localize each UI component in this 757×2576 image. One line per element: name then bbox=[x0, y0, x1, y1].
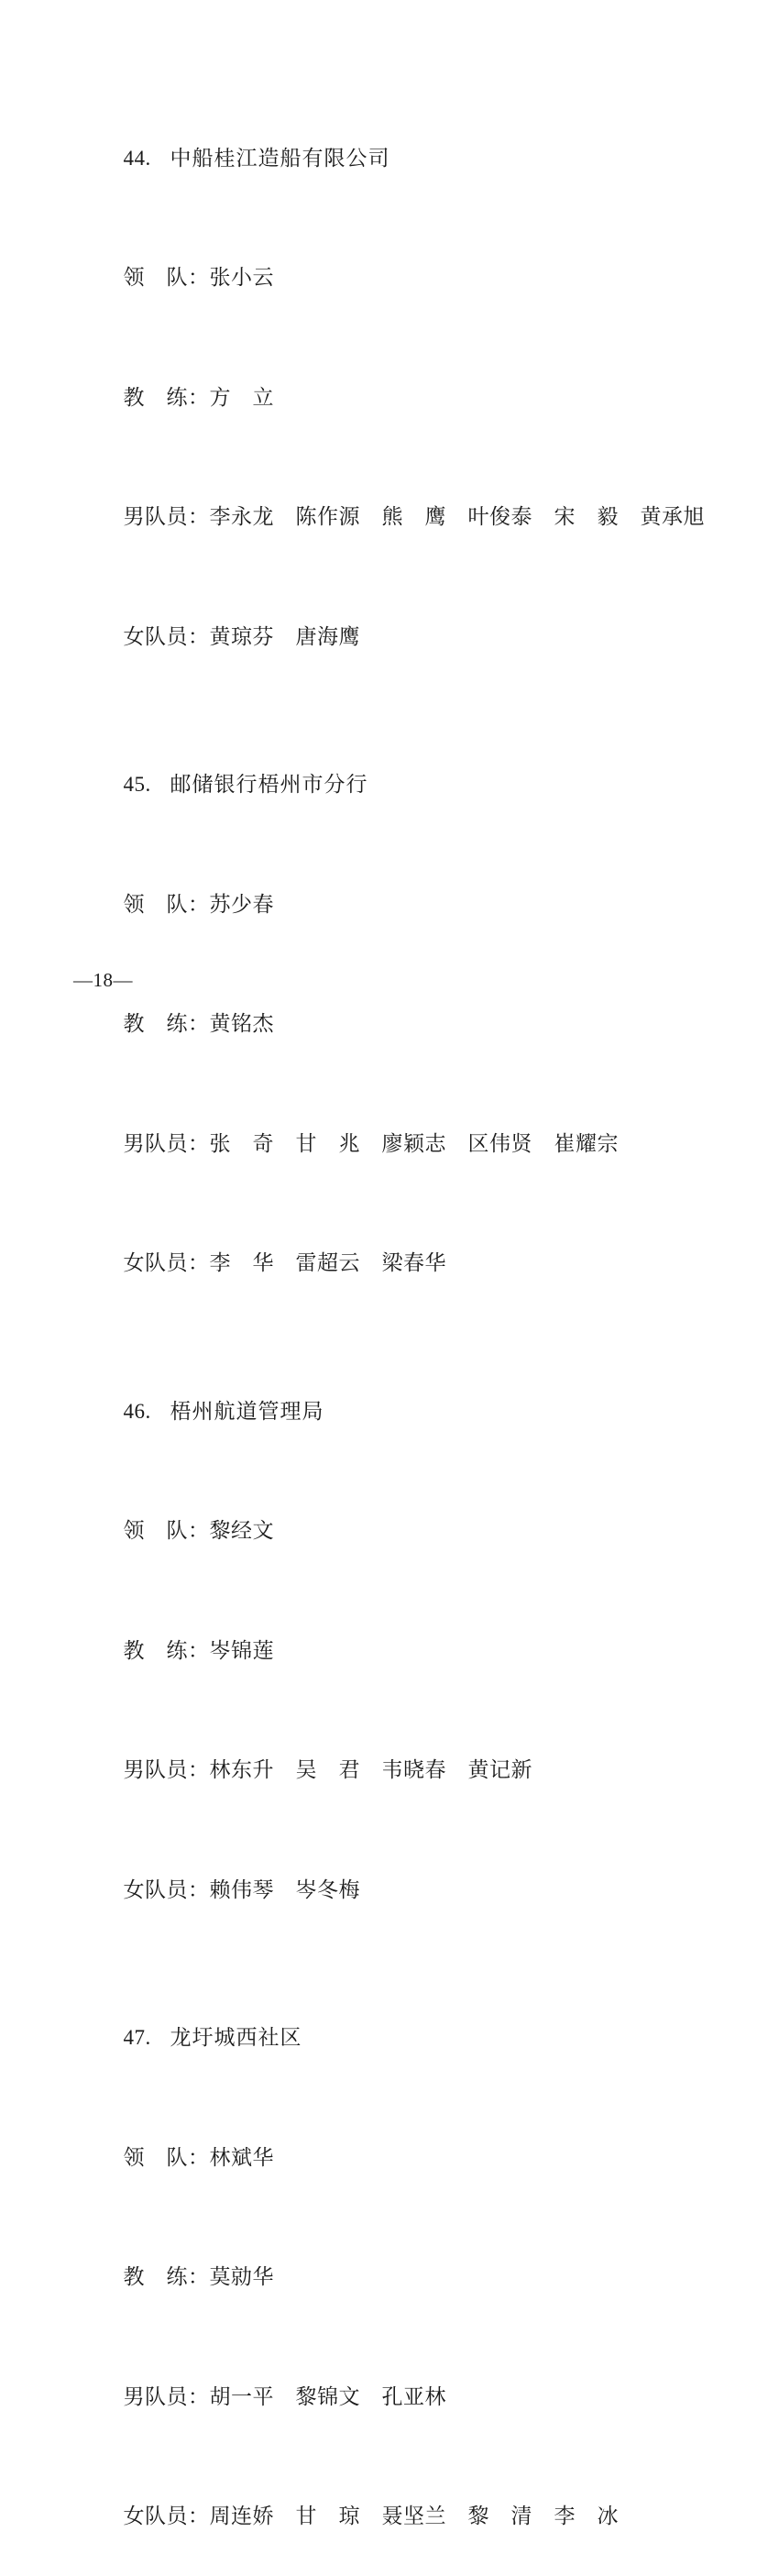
team-title-row bbox=[89, 1351, 711, 1471]
team-org-name: 龙圩城西社区 bbox=[170, 2026, 302, 2049]
leader-name: 苏少春 bbox=[210, 893, 275, 916]
team-org-name: 梧州航道管理局 bbox=[170, 1400, 324, 1423]
female-members-label: 女队员： bbox=[124, 1251, 210, 1274]
male-members-row bbox=[89, 2337, 711, 2457]
female-members-label: 女队员： bbox=[124, 625, 210, 648]
leader-row bbox=[89, 844, 711, 964]
female-members-label: 女队员： bbox=[124, 1878, 210, 1901]
female-members-row bbox=[89, 1830, 711, 1950]
leader-label: 领 队： bbox=[124, 1519, 210, 1542]
coach-name: 方 立 bbox=[210, 386, 275, 409]
team-number: 45. bbox=[124, 765, 170, 805]
male-members-label: 男队员： bbox=[124, 2385, 210, 2408]
team-block-44 bbox=[89, 98, 711, 697]
female-members-row bbox=[89, 1204, 711, 1324]
coach-row bbox=[89, 1591, 711, 1711]
document-page bbox=[0, 0, 757, 1072]
team-number: 46. bbox=[124, 1392, 170, 1432]
male-members-label: 男队员： bbox=[124, 1758, 210, 1781]
coach-row bbox=[89, 964, 711, 1084]
team-org-name: 中船桂江造船有限公司 bbox=[170, 147, 390, 170]
female-members-label: 女队员： bbox=[124, 2504, 210, 2527]
leader-name: 林斌华 bbox=[210, 2146, 275, 2169]
coach-name: 黄铭杰 bbox=[210, 1012, 275, 1035]
male-members-label: 男队员： bbox=[124, 1132, 210, 1155]
female-members-names: 赖伟琴 岑冬梅 bbox=[210, 1878, 361, 1901]
male-members-names: 胡一平 黎锦文 孔亚林 bbox=[210, 2385, 447, 2408]
coach-row bbox=[89, 337, 711, 457]
male-members-row bbox=[89, 457, 711, 578]
team-org-name: 邮储银行梧州市分行 bbox=[170, 773, 368, 796]
coach-row bbox=[89, 2218, 711, 2338]
team-title-row bbox=[89, 1978, 711, 2098]
leader-label: 领 队： bbox=[124, 2146, 210, 2169]
female-members-row bbox=[89, 2457, 711, 2576]
leader-row bbox=[89, 2097, 711, 2218]
team-number: 44. bbox=[124, 138, 170, 179]
leader-name: 张小云 bbox=[210, 266, 275, 289]
page-number: —18— bbox=[73, 968, 133, 992]
coach-name: 岑锦莲 bbox=[210, 1639, 275, 1662]
male-members-row bbox=[89, 1084, 711, 1204]
team-block-47 bbox=[89, 1978, 711, 2576]
team-title-row bbox=[89, 725, 711, 845]
leader-label: 领 队： bbox=[124, 266, 210, 289]
coach-label: 教 练： bbox=[124, 1639, 210, 1662]
leader-row bbox=[89, 1471, 711, 1591]
male-members-names: 李永龙 陈作源 熊 鹰 叶俊泰 宋 毅 黄承旭 bbox=[210, 505, 706, 528]
leader-name: 黎经文 bbox=[210, 1519, 275, 1542]
male-members-label: 男队员： bbox=[124, 505, 210, 528]
team-block-46 bbox=[89, 1351, 711, 1950]
coach-name: 莫勍华 bbox=[210, 2265, 275, 2288]
female-members-names: 周连娇 甘 琼 聂坚兰 黎 清 李 冰 bbox=[210, 2504, 620, 2527]
female-members-names: 黄琼芬 唐海鹰 bbox=[210, 625, 361, 648]
team-number: 47. bbox=[124, 2018, 170, 2058]
team-title-row bbox=[89, 98, 711, 218]
female-members-names: 李 华 雷超云 梁春华 bbox=[210, 1251, 447, 1274]
coach-label: 教 练： bbox=[124, 2265, 210, 2288]
leader-row bbox=[89, 218, 711, 338]
coach-label: 教 练： bbox=[124, 1012, 210, 1035]
leader-label: 领 队： bbox=[124, 893, 210, 916]
male-members-names: 林东升 吴 君 韦晓春 黄记新 bbox=[210, 1758, 533, 1781]
coach-label: 教 练： bbox=[124, 386, 210, 409]
team-block-45 bbox=[89, 725, 711, 1324]
female-members-row bbox=[89, 577, 711, 697]
male-members-row bbox=[89, 1711, 711, 1831]
male-members-names: 张 奇 甘 兆 廖颖志 区伟贤 崔耀宗 bbox=[210, 1132, 620, 1155]
